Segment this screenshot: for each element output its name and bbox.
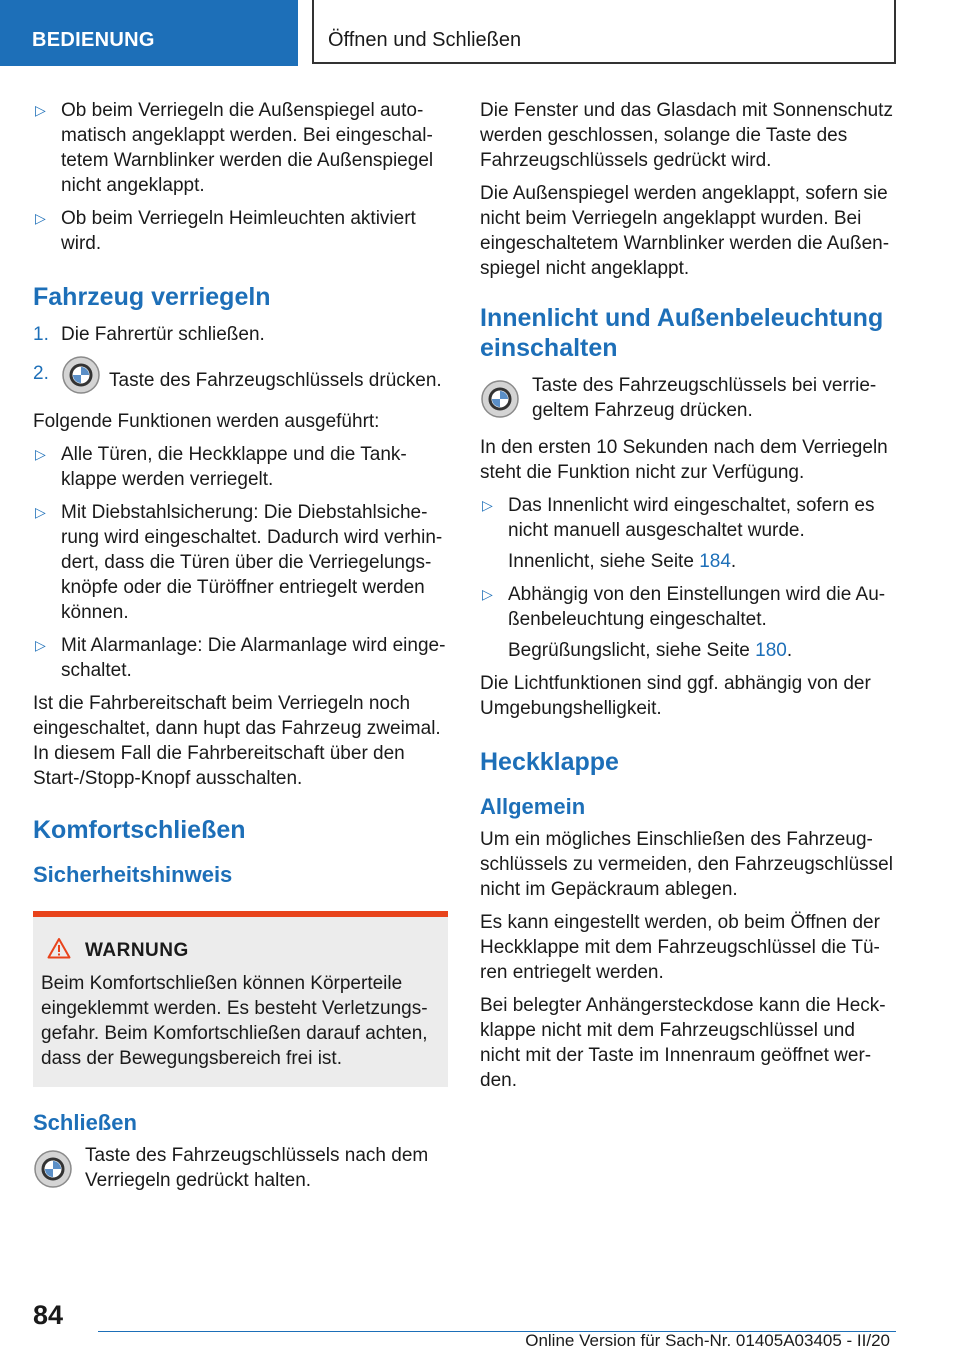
- warning-text: Beim Komfortschließen können Körperteile eingeklemmt werden. Es besteht Verletzungs-gefahr. Beim Komfortschließen darauf achten, dass der Bewegungsbereich frei ist.: [41, 973, 428, 1069]
- warning-triangle-icon: [47, 937, 71, 959]
- list-item: ▷ Ob beim Verriegeln die Außenspiegel auto-matisch angeklappt werden. Bei eingeschal-tetem Warnblinker werden die Außenspiegel nicht angeklappt.: [35, 100, 434, 196]
- step-number: 1.: [33, 324, 49, 345]
- left-column: [33, 98, 448, 1205]
- light-bullet-list: [480, 493, 896, 663]
- section-tab: BEDIENUNG: [0, 0, 298, 66]
- list-item: ▷ Alle Türen, die Heckklappe und die Tank-klappe werden verriegelt.: [35, 444, 407, 490]
- step-item: 1. Die Fahrertür schließen.: [33, 324, 265, 345]
- general-paragraph: Es kann eingestellt werden, ob beim Öffnen der Heckklappe mit dem Fahrzeugschlüssel die Tü-ren entriegelt werden.: [480, 912, 880, 983]
- triangle-right-icon: ▷: [35, 446, 46, 462]
- triangle-right-icon: ▷: [482, 586, 493, 602]
- comfort-heading: Komfortschließen: [33, 816, 246, 844]
- list-item: ▷ Das Innenlicht wird eingeschaltet, sofern es nicht manuell ausgeschaltet wurde. Innenlicht, siehe Seite 184.: [480, 493, 896, 574]
- mirror-text: Die Außenspiegel werden angeklappt, sofern sie nicht beim Verriegeln angeklappt wurden. Bei eingeschaltetem Warnblinker werden die Außen-spiegel nicht angeklappt.: [480, 183, 890, 279]
- triangle-right-icon: ▷: [35, 210, 46, 226]
- page-header: [0, 0, 960, 66]
- list-item: ▷ Mit Alarmanlage: Die Alarmanlage wird einge-schaltet.: [35, 635, 446, 681]
- bmw-key-icon: [61, 355, 101, 395]
- triangle-right-icon: ▷: [482, 497, 493, 513]
- lock-heading: Fahrzeug verriegeln: [33, 283, 271, 311]
- right-column: [480, 98, 896, 1101]
- light-note: Die Lichtfunktionen sind ggf. abhängig von der Umgebungshelligkeit.: [480, 673, 871, 719]
- list-item: ▷ Abhängig von den Einstellungen wird die Au-ßenbeleuchtung eingeschaltet. Begrüßungslicht, siehe Seite 180.: [480, 582, 896, 663]
- warning-box: [33, 911, 448, 1087]
- general-paragraph: Um ein mögliches Einschließen des Fahrzeug-schlüssels zu vermeiden, den Fahrzeugschlüssel nicht im Gepäckraum ablegen.: [480, 829, 893, 900]
- light-heading: Innenlicht und Außenbeleuchtung einschalten: [480, 304, 884, 362]
- ready-note: Ist die Fahrbereitschaft beim Verriegeln noch eingeschaltet, dann hupt das Fahrzeug zweimal. In diesem Fall die Fahrbereitschaft über den Start-/Stopp-Knopf ausschalten.: [33, 693, 441, 789]
- page-link[interactable]: 180: [755, 640, 787, 661]
- safety-heading: Sicherheitshinweis: [33, 862, 233, 887]
- function-bullet-list: [33, 442, 448, 683]
- light-instruction: Taste des Fahrzeugschlüssels bei verrie-geltem Fahrzeug drücken.: [480, 373, 896, 423]
- bmw-key-icon: [33, 1149, 73, 1189]
- page-reference: Begrüßungslicht, siehe Seite 180.: [508, 640, 793, 661]
- intro-bullet-list: [33, 98, 448, 256]
- page-number: 84: [33, 1300, 64, 1330]
- functions-intro: Folgende Funktionen werden ausgeführt:: [33, 411, 380, 432]
- tailgate-heading: Heckklappe: [480, 748, 619, 776]
- page-reference: Innenlicht, siehe Seite 184.: [508, 551, 737, 572]
- chapter-title: Öffnen und Schließen: [312, 0, 896, 64]
- list-item: ▷ Ob beim Verriegeln Heimleuchten aktiviert wird.: [35, 208, 416, 254]
- triangle-right-icon: ▷: [35, 637, 46, 653]
- warning-title: WARNUNG: [41, 937, 440, 963]
- light-delay: In den ersten 10 Sekunden nach dem Verriegeln steht die Funktion nicht zur Verfügung.: [480, 437, 888, 483]
- bmw-key-icon: [480, 379, 520, 419]
- list-item: ▷ Mit Diebstahlsicherung: Die Diebstahlsiche-rung wird eingeschaltet. Dadurch wird verhin-dert, dass die Türen über die Verriegelungs-knöpfe oder die Türöffner entriegelt werden können.: [35, 502, 443, 623]
- close-heading: Schließen: [33, 1110, 137, 1135]
- general-paragraph: Bei belegter Anhängersteckdose kann die Heck-klappe nicht mit dem Fahrzeugschlüssel und nicht mit der Taste im Innenraum geöffnet wer-den.: [480, 995, 886, 1091]
- page-link[interactable]: 184: [699, 551, 731, 572]
- lock-steps: [33, 322, 448, 401]
- triangle-right-icon: ▷: [35, 102, 46, 118]
- window-text: Die Fenster und das Glasdach mit Sonnenschutz werden geschlossen, solange die Taste des Fahrzeugschlüssels gedrückt wird.: [480, 100, 893, 171]
- step-number: 2.: [33, 363, 49, 384]
- close-instruction: Taste des Fahrzeugschlüssels nach dem Verriegeln gedrückt halten.: [33, 1143, 448, 1193]
- general-heading: Allgemein: [480, 794, 586, 819]
- step-item: 2. Taste des Fahrzeugschlüssels drücken.: [33, 361, 448, 401]
- footer-version: Online Version für Sach-Nr. 01405A03405 - II/20: [525, 1331, 890, 1350]
- triangle-right-icon: ▷: [35, 504, 46, 520]
